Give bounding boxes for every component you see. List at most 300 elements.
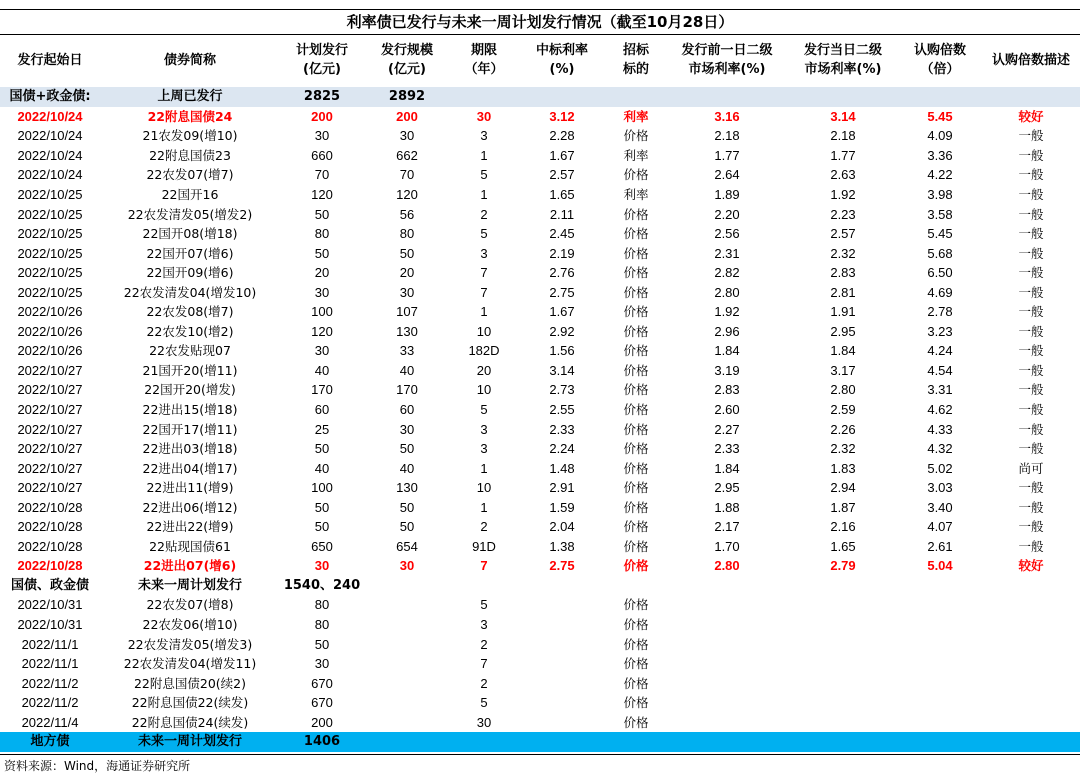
table-cell: 2 <box>480 519 488 535</box>
table-cell: 4.07 <box>927 519 953 535</box>
table-cell: 5.02 <box>927 460 953 476</box>
table-cell: 1 <box>480 187 488 202</box>
table-row <box>0 263 1080 283</box>
table-cell: 2.78 <box>927 304 953 320</box>
table-cell: 660 <box>311 147 333 163</box>
table-cell: 1.84 <box>714 343 740 359</box>
table-cell: 5 <box>480 402 488 418</box>
table-cell: 3 <box>480 128 488 144</box>
table-cell: 22国开07(增6) <box>146 245 234 261</box>
table-cell <box>788 713 898 733</box>
table-cell <box>788 693 898 713</box>
table-cell: 22附息国债24(续发) <box>131 714 249 730</box>
table-cell: 100 <box>311 480 333 496</box>
table-cell: 50 <box>314 519 330 535</box>
table-cell: 2022/11/1 <box>21 636 79 652</box>
table-cell: 2022/10/25 <box>17 265 83 281</box>
table-cell: 一般 <box>1018 284 1044 300</box>
table-cell: 3.19 <box>714 362 740 378</box>
table-row <box>0 673 1080 693</box>
header-row <box>0 34 1080 86</box>
table-cell: 价格 <box>623 656 649 672</box>
table-cell <box>788 732 898 752</box>
table-cell: 91D <box>472 538 496 554</box>
table-cell: 40 <box>399 362 415 378</box>
table-cell: 1.67 <box>549 147 575 163</box>
table-cell: 2.92 <box>549 323 575 339</box>
table-cell <box>788 673 898 693</box>
column-header: 发行当日二级 市场利率(%) <box>803 43 882 77</box>
table-cell <box>606 87 666 107</box>
table-cell: 1.48 <box>549 460 575 476</box>
table-cell: 130 <box>396 323 418 339</box>
table-cell: 2.24 <box>549 441 575 457</box>
table-row <box>0 478 1080 498</box>
table-cell: 7 <box>480 656 488 672</box>
table-row <box>0 107 1080 127</box>
table-cell: 1.65 <box>549 187 575 202</box>
table-cell: 22农发清发04(增发11) <box>123 656 257 672</box>
table-cell: 3 <box>480 617 488 633</box>
table-cell: 22附息国债22(续发) <box>131 695 249 711</box>
table-cell: 7 <box>480 284 488 300</box>
table-cell: 一般 <box>1018 421 1044 437</box>
table-cell: 4.62 <box>927 402 953 418</box>
table-row <box>0 185 1080 205</box>
table-cell: 2022/11/1 <box>21 656 79 672</box>
table-cell <box>364 713 450 733</box>
table-cell: 一般 <box>1018 226 1044 242</box>
table-row <box>0 165 1080 185</box>
table-cell: 未来一周计划发行 <box>100 732 280 752</box>
table-cell <box>364 615 450 635</box>
table-cell: 10 <box>476 480 492 496</box>
table-cell: 价格 <box>623 167 649 183</box>
table-cell: 20 <box>314 265 330 281</box>
table-cell: 2 <box>480 675 488 691</box>
table-cell <box>364 673 450 693</box>
table-cell: 22进出04(增17) <box>142 460 238 476</box>
table-cell: 50 <box>314 499 330 515</box>
table-cell: 2.81 <box>830 284 856 300</box>
table-cell: 170 <box>311 382 333 398</box>
table-cell <box>788 634 898 654</box>
table-cell: 22附息国债20(续2) <box>133 675 247 691</box>
table-cell: 80 <box>399 226 415 242</box>
table-cell: 2.17 <box>714 519 740 535</box>
table-cell: 2022/10/27 <box>17 362 83 378</box>
table-cell: 价格 <box>623 714 649 730</box>
table-cell: 2.32 <box>830 245 856 261</box>
column-header: 发行前一日二级 市场利率(%) <box>681 43 773 77</box>
table-cell: 2.80 <box>830 382 856 398</box>
table-cell <box>606 576 666 596</box>
table-cell: 2022/10/27 <box>17 421 83 437</box>
table-cell: 1.88 <box>714 499 740 515</box>
section-row <box>0 732 1080 752</box>
table-cell: 2.75 <box>549 284 575 300</box>
table-row <box>0 322 1080 342</box>
table-cell: 较好 <box>1018 108 1044 124</box>
table-cell: 2022/11/4 <box>21 714 79 730</box>
table-cell <box>898 634 982 654</box>
table-cell: 20 <box>476 362 492 378</box>
table-cell: 60 <box>314 402 330 418</box>
table-cell <box>666 87 788 107</box>
table-cell: 3.03 <box>927 480 953 496</box>
table-cell: 5 <box>480 167 488 183</box>
column-header: 中标利率 (%) <box>535 43 588 77</box>
table-cell: 2022/10/27 <box>17 382 83 398</box>
table-cell: 2.45 <box>549 226 575 242</box>
table-row <box>0 458 1080 478</box>
table-cell: 2.23 <box>830 206 856 222</box>
table-cell: 182D <box>468 343 500 359</box>
table-cell: 2.76 <box>549 265 575 281</box>
table-cell: 2825 <box>280 87 364 107</box>
table-cell: 6.50 <box>927 265 953 281</box>
table-cell: 5 <box>480 695 488 711</box>
table-cell: 一般 <box>1018 382 1044 398</box>
table-cell: 未来一周计划发行 <box>100 576 280 596</box>
table-cell: 1406 <box>280 732 364 752</box>
table-cell <box>364 634 450 654</box>
table-cell: 2022/10/24 <box>17 128 83 144</box>
table-cell: 3 <box>480 441 488 457</box>
table-header <box>0 34 1080 86</box>
table-cell: 70 <box>314 167 330 183</box>
column-header: 认购倍数描述 <box>991 52 1070 68</box>
table-cell: 2022/10/24 <box>17 147 83 163</box>
table-cell: 40 <box>399 460 415 476</box>
table-cell: 3.98 <box>927 187 953 202</box>
table-cell: 70 <box>399 167 415 183</box>
table-cell: 价格 <box>623 206 649 222</box>
table-cell: 2.73 <box>549 382 575 398</box>
table-cell: 2022/10/28 <box>17 519 83 535</box>
table-cell: 1.83 <box>830 460 856 476</box>
table-cell: 22进出07(增6) <box>143 558 237 574</box>
table-row <box>0 615 1080 635</box>
table-cell: 2 <box>480 636 488 652</box>
table-cell: 1.59 <box>549 499 575 515</box>
table-cell: 22贴现国债61 <box>149 538 231 554</box>
table-cell: 30 <box>399 284 415 300</box>
table-cell: 价格 <box>623 636 649 652</box>
table-cell: 1.92 <box>714 304 740 320</box>
table-cell: 30 <box>476 714 492 730</box>
column-header: 招标 标的 <box>622 43 649 77</box>
table-cell: 50 <box>399 245 415 261</box>
table-cell: 价格 <box>623 362 649 378</box>
table-cell: 2.27 <box>714 421 740 437</box>
table-cell: 1.77 <box>830 147 856 163</box>
table-cell <box>982 634 1080 654</box>
table-cell: 1.89 <box>714 187 740 202</box>
table-cell: 一般 <box>1018 441 1044 457</box>
table-cell: 21农发09(增10) <box>142 128 238 144</box>
table-cell <box>788 87 898 107</box>
table-cell: 1.65 <box>830 538 856 554</box>
table-cell: 一般 <box>1018 343 1044 359</box>
table-cell: 30 <box>399 421 415 437</box>
table-row <box>0 556 1080 576</box>
table-cell: 价格 <box>623 480 649 496</box>
table-cell: 1540、240 <box>280 576 364 596</box>
table-row <box>0 595 1080 615</box>
table-cell: 40 <box>314 362 330 378</box>
table-cell: 22进出06(增12) <box>142 499 238 515</box>
table-cell: 一般 <box>1018 187 1044 202</box>
table-cell <box>450 732 518 752</box>
table-cell: 5.68 <box>927 245 953 261</box>
table-cell: 1 <box>480 499 488 515</box>
table-cell: 22附息国债23 <box>149 147 231 163</box>
table-cell: 22国开09(增6) <box>146 265 234 281</box>
table-cell: 22农发清发05(增发2) <box>127 206 253 222</box>
table-cell: 50 <box>314 441 330 457</box>
table-cell: 50 <box>399 499 415 515</box>
table-row <box>0 713 1080 733</box>
table-cell: 价格 <box>623 226 649 242</box>
table-cell: 2.57 <box>549 167 575 183</box>
table-cell: 10 <box>476 323 492 339</box>
table-cell <box>518 634 606 654</box>
table-cell: 价格 <box>623 382 649 398</box>
table-cell: 33 <box>399 343 415 359</box>
table-cell: 价格 <box>623 304 649 320</box>
table-row <box>0 126 1080 146</box>
table-cell: 22进出11(增9) <box>146 480 234 496</box>
column-header: 认购倍数 （倍） <box>913 43 966 77</box>
table-cell <box>518 693 606 713</box>
column-header: 发行规模 (亿元) <box>380 43 433 77</box>
table-cell: 价格 <box>623 128 649 144</box>
table-cell: 2.19 <box>549 245 575 261</box>
table-cell: 662 <box>396 147 418 163</box>
table-cell: 国债+政金债: <box>0 87 100 107</box>
table-cell: 22附息国债24 <box>147 108 233 124</box>
table-cell: 价格 <box>623 460 649 476</box>
table-cell: 价格 <box>623 323 649 339</box>
table-cell: 2.94 <box>830 480 856 496</box>
table-cell: 1.91 <box>830 304 856 320</box>
table-cell: 价格 <box>623 519 649 535</box>
table-cell <box>518 673 606 693</box>
table-cell: 2.75 <box>549 558 575 574</box>
table-cell <box>518 87 606 107</box>
table-row <box>0 341 1080 361</box>
table-cell <box>982 673 1080 693</box>
table-cell: 3.58 <box>927 206 953 222</box>
table-cell: 2022/11/2 <box>21 675 79 691</box>
table-cell: 22国开20(增发) <box>144 382 236 398</box>
table-cell: 120 <box>311 187 333 202</box>
table-cell: 50 <box>399 441 415 457</box>
table-cell: 利率 <box>623 187 649 202</box>
table-cell <box>982 654 1080 674</box>
table-cell: 2022/10/26 <box>17 343 83 359</box>
table-cell: 5.45 <box>927 226 953 242</box>
table-cell <box>982 693 1080 713</box>
table-cell: 4.24 <box>927 343 953 359</box>
table-cell: 22农发07(增7) <box>146 167 234 183</box>
table-cell: 2022/10/25 <box>17 187 83 202</box>
column-header: 期限 （年） <box>464 43 504 77</box>
table-cell: 上周已发行 <box>100 87 280 107</box>
table-row <box>0 204 1080 224</box>
section-row <box>0 87 1080 107</box>
table-cell: 2022/10/25 <box>17 245 83 261</box>
table-cell: 1 <box>480 460 488 476</box>
table-cell <box>898 576 982 596</box>
table-cell: 10 <box>476 382 492 398</box>
table-cell <box>518 713 606 733</box>
table-cell <box>364 732 450 752</box>
table-cell <box>518 576 606 596</box>
table-cell: 4.22 <box>927 167 953 183</box>
table-cell: 2022/10/24 <box>17 167 83 183</box>
table-cell: 价格 <box>623 695 649 711</box>
table-cell: 2.59 <box>830 402 856 418</box>
table-cell: 654 <box>396 538 418 554</box>
table-row <box>0 439 1080 459</box>
table-cell: 2.04 <box>549 519 575 535</box>
table-cell: 56 <box>399 206 415 222</box>
table-row <box>0 400 1080 420</box>
table-cell <box>518 615 606 635</box>
table-cell: 2022/10/25 <box>17 206 83 222</box>
table-cell: 130 <box>396 480 418 496</box>
table-cell: 200 <box>396 108 418 124</box>
table-cell: 650 <box>311 538 333 554</box>
section-row <box>0 576 1080 596</box>
table-cell: 2.31 <box>714 245 740 261</box>
table-cell: 80 <box>314 617 330 633</box>
table-cell: 3.31 <box>927 382 953 398</box>
table-cell: 1.84 <box>714 460 740 476</box>
table-cell: 一般 <box>1018 147 1044 163</box>
table-cell: 30 <box>399 128 415 144</box>
table-cell <box>364 595 450 615</box>
table-cell: 1.87 <box>830 499 856 515</box>
table-cell <box>982 615 1080 635</box>
table-cell: 2.11 <box>549 206 575 222</box>
table-cell: 1.84 <box>830 343 856 359</box>
table-cell: 60 <box>399 402 415 418</box>
table-cell: 2.16 <box>830 519 856 535</box>
bottom-rule <box>0 754 1080 755</box>
table-cell: 2.83 <box>830 265 856 281</box>
table-cell: 22农发贴现07 <box>149 343 231 359</box>
table-cell: 2.95 <box>714 480 740 496</box>
table-cell: 3.14 <box>549 362 575 378</box>
table-cell: 2022/10/26 <box>17 304 83 320</box>
table-cell: 20 <box>399 265 415 281</box>
table-row <box>0 224 1080 244</box>
table-cell: 170 <box>396 382 418 398</box>
table-cell: 价格 <box>623 617 649 633</box>
table-cell: 120 <box>311 323 333 339</box>
table-cell: 2022/10/27 <box>17 460 83 476</box>
table-cell <box>666 693 788 713</box>
table-cell: 50 <box>314 245 330 261</box>
table-cell: 3.16 <box>714 108 740 124</box>
table-cell <box>518 595 606 615</box>
table-cell: 一般 <box>1018 362 1044 378</box>
table-cell: 2.64 <box>714 167 740 183</box>
table-cell <box>982 87 1080 107</box>
table-cell: 22农发06(增10) <box>142 617 238 633</box>
table-cell: 1.67 <box>549 304 575 320</box>
table-cell: 一般 <box>1018 323 1044 339</box>
table-cell: 一般 <box>1018 538 1044 554</box>
table-row <box>0 654 1080 674</box>
table-cell: 2.56 <box>714 226 740 242</box>
table-cell: 2.96 <box>714 323 740 339</box>
table-cell: 价格 <box>623 343 649 359</box>
table-cell: 30 <box>314 656 330 672</box>
table-cell: 2022/10/25 <box>17 284 83 300</box>
table-cell: 30 <box>314 284 330 300</box>
table-cell: 3 <box>480 245 488 261</box>
table-cell <box>982 713 1080 733</box>
table-cell: 22农发清发05(增发3) <box>127 636 253 652</box>
table-cell: 30 <box>314 128 330 144</box>
source-note: 资料来源：Wind，海通证券研究所 <box>4 759 191 773</box>
table-cell: 2.28 <box>549 128 575 144</box>
table-cell: 1.56 <box>549 343 575 359</box>
table-cell: 30 <box>399 558 415 574</box>
table-cell: 5.04 <box>927 558 953 574</box>
table-cell: 2.63 <box>830 167 856 183</box>
table-cell: 670 <box>311 675 333 691</box>
table-cell: 3 <box>480 421 488 437</box>
table-cell: 价格 <box>623 265 649 281</box>
table-cell: 2022/10/31 <box>17 617 83 633</box>
table-cell: 2022/10/25 <box>17 226 83 242</box>
table-cell: 22进出22(增9) <box>146 519 234 535</box>
table-cell: 2022/10/28 <box>17 538 83 554</box>
table-cell: 价格 <box>623 245 649 261</box>
table-cell <box>982 576 1080 596</box>
table-cell <box>898 693 982 713</box>
table-cell: 200 <box>311 108 333 124</box>
table-row <box>0 537 1080 557</box>
table-row <box>0 146 1080 166</box>
table-cell: 3.12 <box>549 108 575 124</box>
table-cell <box>364 654 450 674</box>
table-cell: 一般 <box>1018 167 1044 183</box>
table-cell <box>898 673 982 693</box>
table-cell: 尚可 <box>1018 460 1044 476</box>
table-cell: 较好 <box>1018 558 1044 574</box>
table-cell: 80 <box>314 226 330 242</box>
table-cell: 1 <box>480 147 488 163</box>
table-cell: 2.33 <box>714 441 740 457</box>
table-cell: 2.82 <box>714 265 740 281</box>
table-row <box>0 282 1080 302</box>
table-cell: 3.36 <box>927 147 953 163</box>
table-row <box>0 419 1080 439</box>
column-header: 债券简称 <box>163 52 216 68</box>
table-cell: 1.92 <box>830 187 856 202</box>
table-cell <box>666 654 788 674</box>
table-cell <box>364 576 450 596</box>
table-cell: 价格 <box>623 402 649 418</box>
table-cell <box>666 673 788 693</box>
table-cell: 2022/10/27 <box>17 402 83 418</box>
